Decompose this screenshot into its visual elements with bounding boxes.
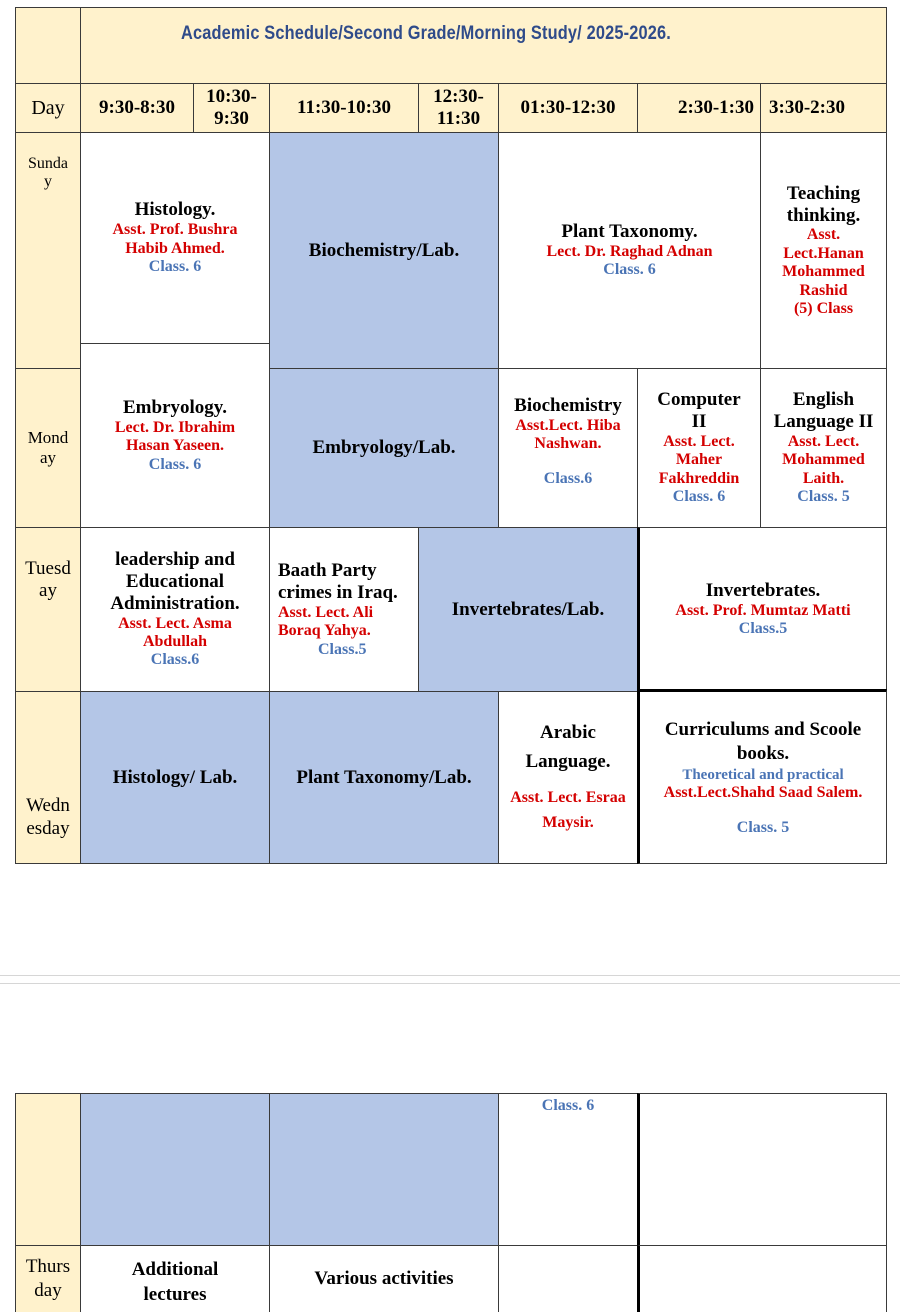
time-slot-6: 2:30-1:30 [637, 83, 761, 133]
page-break-line [0, 975, 900, 976]
tuesday-invertebrates-lab: Invertebrates/Lab. [418, 527, 638, 692]
wednesday-histology-lab: Histology/ Lab. [80, 691, 270, 864]
sunday-plant-taxonomy: Plant Taxonomy. Lect. Dr. Raghad Adnan Class. 6 [498, 132, 761, 369]
wednesday-plant-taxonomy-lab: Plant Taxonomy/Lab. [269, 691, 499, 864]
thursday-empty-bottom-2 [637, 1245, 887, 1312]
schedule-title-cell [80, 7, 887, 84]
tuesday-baath-party: Baath Party crimes in Iraq. Asst. Lect. Ali Boraq Yahya. Class.5 [269, 527, 419, 692]
time-slot-7: 3:30-2:30 [760, 83, 887, 133]
day-wednesday: Wednesday [15, 691, 81, 864]
thursday-empty-bottom-1 [498, 1245, 638, 1312]
sunday-teaching-thinking: Teaching thinking. Asst. Lect.Hanan Mohammed Rashid (5) Class [760, 132, 887, 369]
day-header: Day [15, 83, 81, 133]
wednesday-curriculums: Curriculums and Scoole books. Theoretical and practical Asst.Lect.Shahd Saad Salem. Class. 5 [637, 689, 887, 864]
thursday-lab-block-2 [269, 1093, 499, 1246]
wednesday-arabic: Arabic Language. Asst. Lect. Esraa Maysir. [498, 691, 638, 864]
day-monday: Monday [15, 368, 81, 528]
day-sunday: Sunday [15, 132, 81, 369]
monday-biochemistry: Biochemistry Asst.Lect. Hiba Nashwan. Class.6 [498, 368, 638, 528]
sunday-biochemistry-lab: Biochemistry/Lab. [269, 132, 499, 369]
monday-embryology: Embryology. Lect. Dr. Ibrahim Hasan Yaseen. Class. 6 [80, 343, 270, 528]
time-slot-5: 01:30-12:30 [498, 83, 638, 133]
thursday-empty-top [637, 1093, 887, 1246]
time-slot-4: 12:30-11:30 [418, 83, 499, 133]
schedule-title: Academic Schedule/Second Grade/Morning Study/ 2025-2026. [181, 22, 672, 44]
time-slot-2: 10:30-9:30 [193, 83, 270, 133]
tuesday-leadership: leadership and Educational Administration. Asst. Lect. Asma Abdullah Class.6 [80, 527, 270, 692]
corner-cell [15, 7, 81, 84]
thursday-day-cell-top [15, 1093, 81, 1246]
monday-english: English Language II Asst. Lect. Mohammed Laith. Class. 5 [760, 368, 887, 528]
day-tuesday: Tuesday [15, 527, 81, 692]
tuesday-invertebrates: Invertebrates. Asst. Prof. Mumtaz Matti Class.5 [637, 527, 887, 692]
time-slot-1: 9:30-8:30 [80, 83, 194, 133]
thursday-lab-block-1 [80, 1093, 270, 1246]
monday-computer: Computer II Asst. Lect. Maher Fakhreddin Class. 6 [637, 368, 761, 528]
monday-embryology-lab: Embryology/Lab. [269, 368, 499, 528]
page-break-line [0, 983, 900, 984]
day-thursday: Thursday [15, 1245, 81, 1312]
thursday-various-activities: Various activities [269, 1245, 499, 1312]
thursday-class-continued: Class. 6 [498, 1093, 638, 1246]
time-slot-3: 11:30-10:30 [269, 83, 419, 133]
thursday-additional-lectures: Additional lectures [80, 1245, 270, 1312]
sunday-histology: Histology. Asst. Prof. Bushra Habib Ahmed. Class. 6 [80, 132, 270, 344]
